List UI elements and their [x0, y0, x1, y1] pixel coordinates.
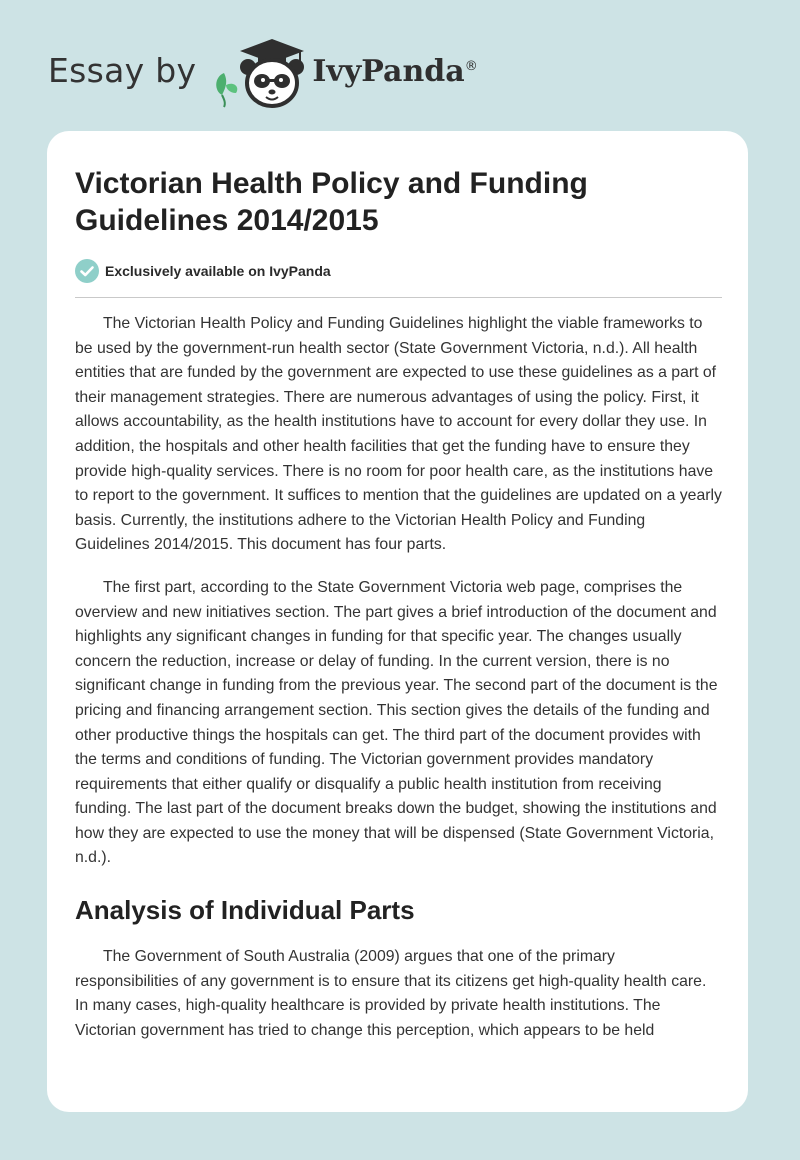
check-circle-icon [75, 259, 99, 283]
paragraph-2: The first part, according to the State Government Victoria web page, comprises the overview and new initiatives section. The part gives a brief introduction of the document and highlights any significant changes in funding for that specific year. The changes usually concern the reduction, increase or delay of funding. In the current version, there is no significant change in funding from the previous year. The second part of the document is the pricing and financing arrangement section. This section gives the details of the funding and other productive things the hospitals can get. The third part of the document provides with the terms and conditions of funding. The Victorian government provides mandatory requirements that either qualify or disqualify a public health institution from receiving funding. The last part of the document breaks down the budget, showing the institutions and how they are expected to use the money that will be dispensed (State Government Victoria, n.d.). [75, 578, 718, 867]
article-card [47, 131, 748, 1112]
brand-name[interactable]: IvyPanda® [312, 53, 478, 89]
brand-prefix: Essay by [48, 50, 197, 90]
panda-graduate-icon[interactable] [210, 37, 306, 109]
exclusive-badge [75, 259, 722, 298]
site-header [48, 38, 478, 108]
section-heading: Analysis of Individual Parts [75, 895, 415, 926]
paragraph-1: The Victorian Health Policy and Funding Guidelines highlight the viable frameworks to be used by the government-run health sector (State Government Victoria, n.d.). All health entities that are funded by the government are expected to use these guidelines as a part of their management strategies. There are numerous advantages of using the policy. First, it allows accountability, as the health institutions have to account for every dollar they use. In addition, the hospitals and other health facilities that get the funding have to ensure they provide high-quality services. There is no room for poor health care, as the institutions have to report to the government. It suffices to mention that the guidelines are updated on a yearly basis. Currently, the institutions adhere to the Victorian Health Policy and Funding Guidelines 2014/2015. This document has four parts. [75, 315, 722, 554]
paragraph-3: The Government of South Australia (2009) argues that one of the primary responsibilities of any government is to ensure that its citizens get high-quality health care. In many cases, high-quality healthcare is provided by private health institutions. The Victorian government has tried to change this perception, which appears to be held [75, 948, 707, 1039]
article-title: Victorian Health Policy and Funding Guidelines 2014/2015 [75, 167, 588, 237]
badge-text: Exclusively available on IvyPanda [105, 263, 331, 279]
registered-mark: ® [464, 58, 478, 74]
